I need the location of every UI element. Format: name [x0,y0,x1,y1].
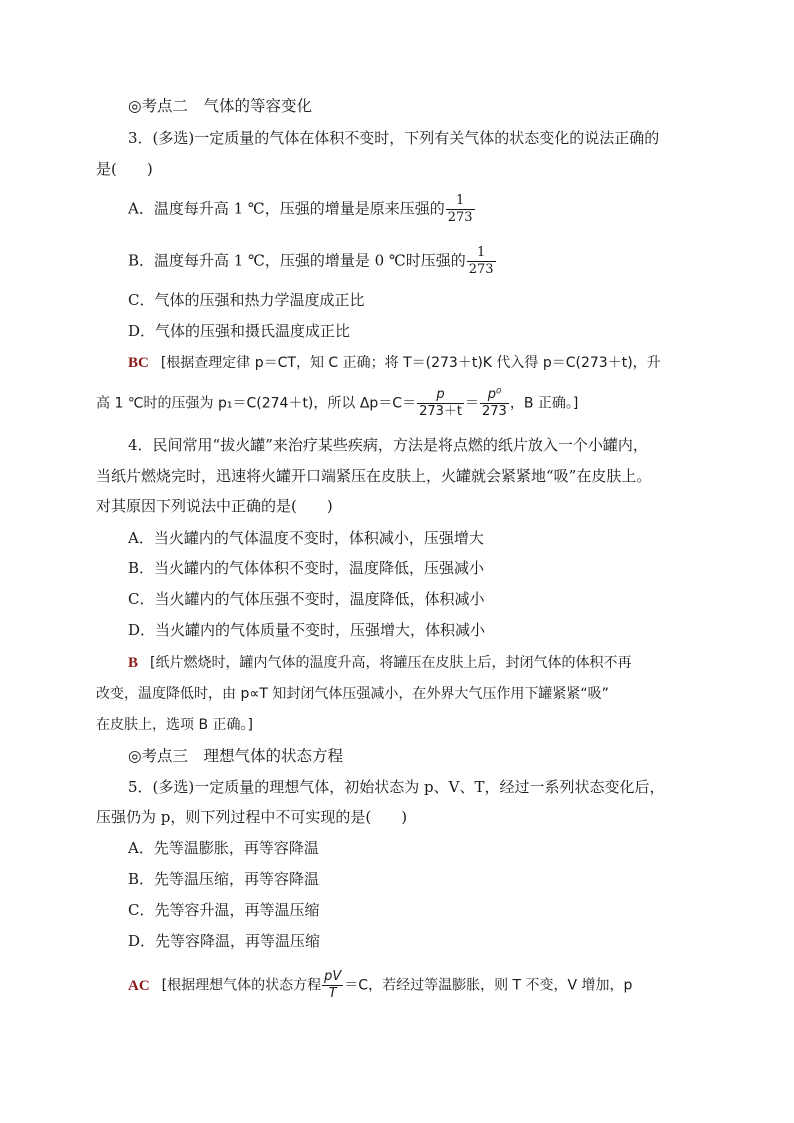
q3-explanation-fraction2 [480,388,509,419]
q3-option-a-text: A．温度每升高 1 ℃，压强的增量是原来压强的 [128,199,445,218]
q4-explanation-text1: [纸片燃烧时，罐内气体的温度升高，将罐压在皮肤上后，封闭气体的体积不再 [150,655,632,671]
q3-option-a [128,194,476,225]
q3-option-b-fraction [467,246,496,277]
fraction-denominator: 273 [468,262,494,277]
fraction-numerator: p⁰ [487,387,502,402]
q5-explanation-text2: ＝C，若经过等温膨胀，则 T 不变，V 增加，p [344,977,633,994]
section-heading-2: ◎考点二 气体的等容变化 [128,97,313,115]
q3-explanation-equals: ＝ [465,395,480,412]
q5-stem-line1: 5．(多选)一定质量的理想气体，初始状态为 p、V、T，经过一系列状态变化后， [128,778,665,796]
q3-explanation-text1: [根据查理定律 p＝CT，知 C 正确；将 T＝(273＋t)K 代入得 p＝C(273＋t)，升 [160,355,661,371]
section-heading-3: ◎考点三 理想气体的状态方程 [128,747,344,765]
q4-explanation-line1 [128,654,631,672]
q3-explanation-text2: 高 1 ℃时的压强为 p₁＝C(274＋t)，所以 Δp＝C＝ [96,395,417,412]
q4-option-c: C．当火罐内的气体压强不变时，温度降低，体积减小 [128,590,485,608]
q5-explanation-fraction [322,970,343,1001]
q3-option-b [128,246,497,277]
q4-explanation-line3: 在皮肤上，选项 B 正确。] [96,717,253,733]
fraction-denominator: T [328,986,337,1001]
fraction-numerator: 1 [477,245,486,260]
q5-answer-key: AC [128,977,150,994]
q4-option-a: A．当火罐内的气体温度不变时，体积减小，压强增大 [128,529,484,547]
q3-stem-line1: 3．(多选)一定质量的气体在体积不变时，下列有关气体的状态变化的说法正确的 [128,129,660,147]
fraction-numerator: p [436,387,445,402]
fraction-denominator: 273 [447,210,473,225]
q5-option-a: A．先等温膨胀，再等容降温 [128,839,319,857]
q3-explanation-fraction1 [417,388,464,419]
fraction-numerator: pV [324,969,342,984]
q4-explanation-line2: 改变，温度降低时，由 p∝T 知封闭气体压强减小，在外界大气压作用下罐紧紧“吸” [96,686,609,702]
q5-option-d: D．先等容降温，再等温压缩 [128,932,321,950]
q4-stem-line2: 当纸片燃烧完时，迅速将火罐开口端紧压在皮肤上，火罐就会紧紧地“吸”在皮肤上。 [96,467,652,485]
q3-option-b-text: B．温度每升高 1 ℃，压强的增量是 0 ℃时压强的 [128,251,466,270]
q4-option-d: D．当火罐内的气体质量不变时，压强增大，体积减小 [128,621,486,639]
q5-stem-line2: 压强仍为 p，则下列过程中不可实现的是( ) [96,808,408,826]
q4-stem-line1: 4．民间常用“拔火罐”来治疗某些疾病，方法是将点燃的纸片放入一个小罐内， [128,436,648,454]
q4-stem-line3: 对其原因下列说法中正确的是( ) [96,497,333,515]
q3-option-c: C．气体的压强和热力学温度成正比 [128,291,365,309]
q3-answer-key: BC [128,355,149,371]
fraction-denominator: 273＋t [419,404,463,419]
q5-option-b: B．先等温压缩，再等容降温 [128,870,320,888]
q5-option-c: C．先等容升温，再等温压缩 [128,901,320,919]
fraction-denominator: 273 [482,404,507,419]
q4-option-b: B．当火罐内的气体体积不变时，温度降低，压强减小 [128,559,485,577]
q3-stem-line2: 是( ) [96,160,153,178]
q3-explanation-line1 [128,354,661,372]
fraction-numerator: 1 [455,193,465,208]
q3-explanation-line2 [96,388,578,419]
q3-option-d: D．气体的压强和摄氏温度成正比 [128,322,351,340]
q3-explanation-text3: ，B 正确。] [509,395,579,412]
q4-answer-key: B [128,655,139,671]
q5-explanation-line1 [128,970,632,1001]
q5-explanation-text1: [根据理想气体的状态方程 [161,977,322,994]
q3-option-a-fraction [446,194,475,225]
